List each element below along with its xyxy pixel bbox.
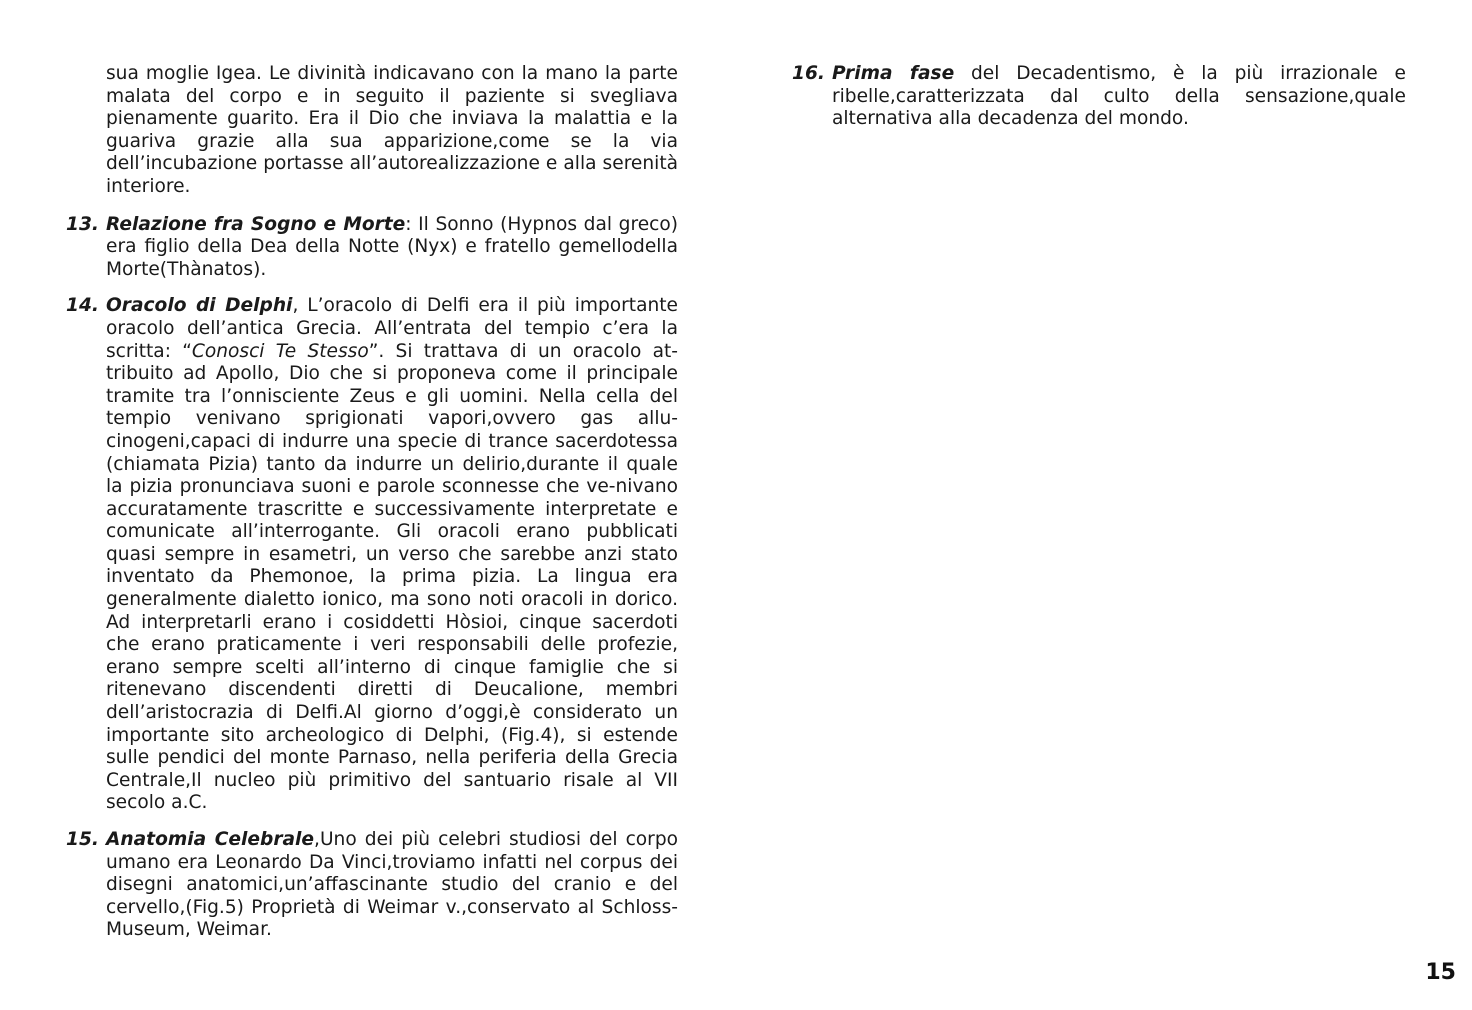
page-number: 15 xyxy=(1425,960,1456,985)
note-13 xyxy=(66,214,678,282)
note-continuation-text: sua moglie Igea. Le divinità indicavano con la mano la parte malata del corpo e in seguito il paziente si svegliava pienamente guarito. Era il Dio che inviava la malattia e la guariva grazie alla sua apparizione,come se la via dell’incubazione portasse all’autorealizzazione e alla serenità interiore. xyxy=(106,63,678,197)
note-number: 13. xyxy=(66,213,99,235)
note-number: 14. xyxy=(66,295,99,317)
note-body: ,Uno dei più celebri studiosi del corpo umano era Leonardo Da Vinci,troviamo infatti nel corpus dei disegni anatomici,un’affascinante studio del cranio e del cervello,(Fig.5) Proprietà di Weimar v.,conservato al Schloss-Museum, Weimar. xyxy=(106,829,678,941)
note-title: Prima fase xyxy=(832,63,955,84)
note-body: : Il Sonno (Hypnos dal greco) era figlio della Dea della Notte (Nyx) e fratello gemellodella Morte(Thànatos). xyxy=(106,213,678,280)
note-number: 16. xyxy=(792,63,825,84)
note-title: Anatomia Celebrale xyxy=(106,829,315,850)
note-title: Relazione fra Sogno e Morte xyxy=(106,213,406,235)
note-number: 15. xyxy=(66,829,99,850)
note-14 xyxy=(66,295,678,815)
note-title: Oracolo di Delphi xyxy=(106,295,293,317)
note-body: del Decadentismo, è la più irrazionale e ribelle,caratterizzata dal culto della sensazione,quale alternativa alla decadenza del mondo. xyxy=(832,63,1406,130)
note-body: , L’oracolo di Delfi era il più importante oracolo dell’antica Grecia. All’entrata del tempio c’era la scritta: “ xyxy=(106,295,679,362)
note-16 xyxy=(792,63,1406,131)
note-quote: Conosci Te Stesso xyxy=(191,340,369,362)
note-15 xyxy=(66,829,678,942)
note-12-continuation xyxy=(66,63,678,199)
right-column xyxy=(792,63,1406,145)
note-body-continued: ”. Si trattava di un oracolo at-tribuito ad Apollo, Dio che si proponeva come il principale tramite tra l’onnisciente Zeus e gli uomini. Nella cella del tempio venivano sprigionati vapori,ovvero gas allu-cinogeni,capaci di indurre una specie di trance sacerdotessa (chiamata Pizia) tanto da indurre un delirio,durante il quale la pizia pronunciava suoni e parole sconnesse che ve-nivano accuratamente trascritte e successivamente interpretate e comunicate all’interrogante. Gli oracoli erano pubblicati quasi sempre in esametri, un verso che sarebbe anzi stato inventato da Phemonoe, la prima pizia. La lingua era generalmente dialetto ionico, ma sono noti oracoli in dorico. Ad interpretarli erano i cosiddetti Hòsioi, cinque sacerdoti che erano praticamente i veri responsabili delle profezie, erano sempre scelti all’interno di cinque famiglie che si ritenevano discendenti diretti di Deucalione, membri dell’aristocrazia di Delfi.Al giorno d’oggi,è considerato un importante sito archeologico di Delphi, (Fig.4), si estende sulle pendici del monte Parnaso, nella periferia della Grecia Centrale,Il nucleo più primitivo del santuario risale al VII secolo a.C. xyxy=(106,340,678,814)
left-column xyxy=(66,63,678,956)
